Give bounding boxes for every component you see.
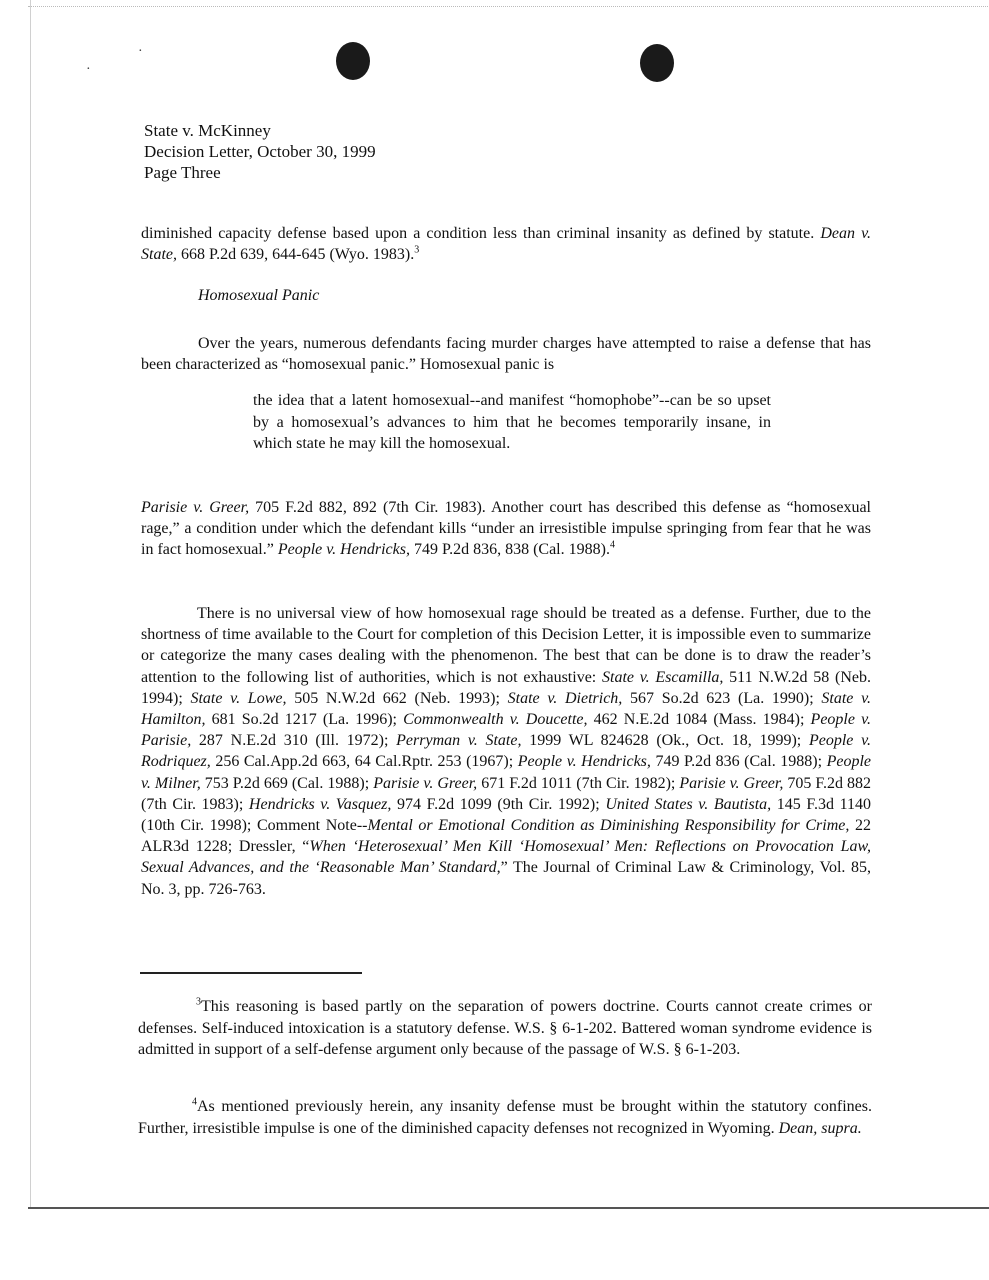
paragraph-parisie [141, 497, 871, 561]
footnote-ref-3: 3 [414, 244, 420, 256]
case-citation: People v. Hendricks, [517, 753, 651, 771]
paragraph-text: 705 F.2d 882, 892 (7th Cir. 1983). Another court has described this defense as “homosexual rage,” a condition under which the defendant kills “under an irresistible impulse springing from fear that he was in fact homosexual.” [141, 499, 871, 559]
case-citation: Hendricks v. Vasquez, [248, 795, 392, 813]
case-citation: Parisie v. Greer, [373, 774, 478, 792]
punch-hole-right [640, 44, 674, 82]
scan-speck: · [138, 44, 143, 59]
citation-detail: 705 F.2d 882 (7th Cir. 1983); [141, 774, 872, 813]
case-citation: People v. Parisie, [141, 711, 872, 750]
footnote-3 [138, 996, 872, 1061]
citation-detail: 681 So.2d 1217 (La. 1996); [205, 711, 404, 729]
footnote-marker: 4 [192, 1096, 197, 1108]
page-number: Page Three [144, 163, 221, 182]
case-citation: State v. Escamilla, [602, 668, 724, 686]
paragraph-authorities [141, 603, 871, 900]
paragraph-text: There is no universal view of how homosexual rage should be treated as a defense. Further, due to the shortness of time available to the Court for completion of this Decision Letter, it is impossible even to summarize or categorize the many cases dealing with the phenomenon. The best that can be done is to draw the reader’s attention to the following list of authorities, which is not exhaustive: [141, 605, 871, 686]
citation-detail: 22 ALR3d 1228; Dressler, “ [141, 817, 871, 856]
citation-detail: 974 F.2d 1099 (9th Cir. 1992); [391, 795, 606, 813]
case-citation: United States v. Bautista, [605, 795, 772, 813]
case-citation: State v. Hamilton, [141, 689, 872, 729]
case-citation: State v. Lowe, [190, 689, 287, 707]
article-title: When ‘Heterosexual’ Men Kill ‘Homosexual’ Men: Reflections on Provocation Law, Sexual Advances, and the ‘Reasonable Man’ Standard, [141, 838, 871, 877]
paragraph-diminished-capacity [141, 223, 871, 265]
case-name: State v. McKinney [144, 121, 271, 140]
paragraph-homosexual-panic: Over the years, numerous defendants facing murder charges have attempted to raise a defense that has been characterized as “homosexual panic.” Homosexual panic is [141, 335, 871, 374]
section-heading: Homosexual Panic [198, 287, 320, 304]
citation-detail: 567 So.2d 623 (La. 1990); [622, 689, 822, 707]
case-citation: Parisie v. Greer, [141, 499, 250, 516]
footnote-ref-4: 4 [609, 540, 615, 552]
citation-detail: 145 F.3d 1140 (10th Cir. 1998); Comment Note-- [141, 795, 871, 835]
case-citation: Parisie v. Greer, [679, 774, 784, 792]
citation-detail: 256 Cal.App.2d 663, 64 Cal.Rptr. 253 (1967); [210, 753, 518, 771]
article-title: Mental or Emotional Condition as Diminishing Responsibility for Crime, [367, 817, 850, 835]
citation-detail: 1999 WL 824628 (Ok., Oct. 18, 1999); [521, 732, 809, 750]
footnote-text: This reasoning is based partly on the separation of powers doctrine. Courts cannot create crimes or defenses. Self-induced intoxication is a statutory defense. W.S. § 6-1-202. Battered woman syndrome evidence is admitted in support of a self-defense argument only because of the passage of W.S. § 6-1-203. [138, 998, 872, 1058]
citation-detail: 287 N.E.2d 310 (Ill. 1972); [191, 732, 397, 750]
case-citation: Perryman v. State, [396, 732, 522, 750]
page-top-edge [28, 6, 988, 7]
citation-detail: 511 N.W.2d 58 (Neb. 1994); [141, 668, 871, 707]
citation-detail: ” The Journal of Criminal Law & Criminology, Vol. 85, No. 3, pp. 726-763. [141, 859, 872, 898]
case-citation: People v. Rodriquez, [141, 732, 872, 771]
footnote-marker: 3 [196, 996, 201, 1008]
case-citation: Dean, supra. [778, 1119, 862, 1137]
case-citation: State v. Dietrich, [507, 689, 623, 707]
letter-header [144, 120, 376, 183]
citation-detail: 462 N.E.2d 1084 (Mass. 1984); [587, 711, 811, 729]
footnote-text: As mentioned previously herein, any insanity defense must be brought within the statutory confines. Further, irresistible impulse is one of the diminished capacity defenses not recognized in Wyoming. [138, 1098, 872, 1137]
paragraph-text: 749 P.2d 836, 838 (Cal. 1988). [409, 541, 610, 559]
block-quote: the idea that a latent homosexual--and manifest “homophobe”--can be so upset by a homosexual’s advances to him that he becomes temporarily insane, in which state he may kill the homosexual. [253, 392, 771, 452]
letter-date: Decision Letter, October 30, 1999 [144, 142, 376, 161]
page-bottom-edge [28, 1207, 989, 1209]
case-citation: Dean v. State, [141, 225, 871, 264]
case-citation: People v. Hendricks, [277, 541, 410, 559]
footnote-4 [138, 1096, 872, 1139]
citation-detail: 753 P.2d 669 (Cal. 1988); [200, 774, 374, 792]
citation-detail: 505 N.W.2d 662 (Neb. 1993); [286, 689, 508, 707]
footnote-separator [140, 972, 362, 974]
paragraph-text: 668 P.2d 639, 644-645 (Wyo. 1983). [177, 246, 415, 264]
case-citation: Commonwealth v. Doucette, [403, 711, 588, 729]
citation-detail: 749 P.2d 836 (Cal. 1988); [650, 753, 827, 771]
case-citation: People v. Milner, [141, 753, 871, 792]
citation-detail: 671 F.2d 1011 (7th Cir. 1982); [477, 774, 680, 792]
paragraph-text: diminished capacity defense based upon a condition less than criminal insanity as defined by statute. [141, 225, 821, 242]
page-left-edge [30, 0, 31, 1208]
scan-speck: · [86, 62, 91, 77]
punch-hole-left [336, 42, 370, 80]
